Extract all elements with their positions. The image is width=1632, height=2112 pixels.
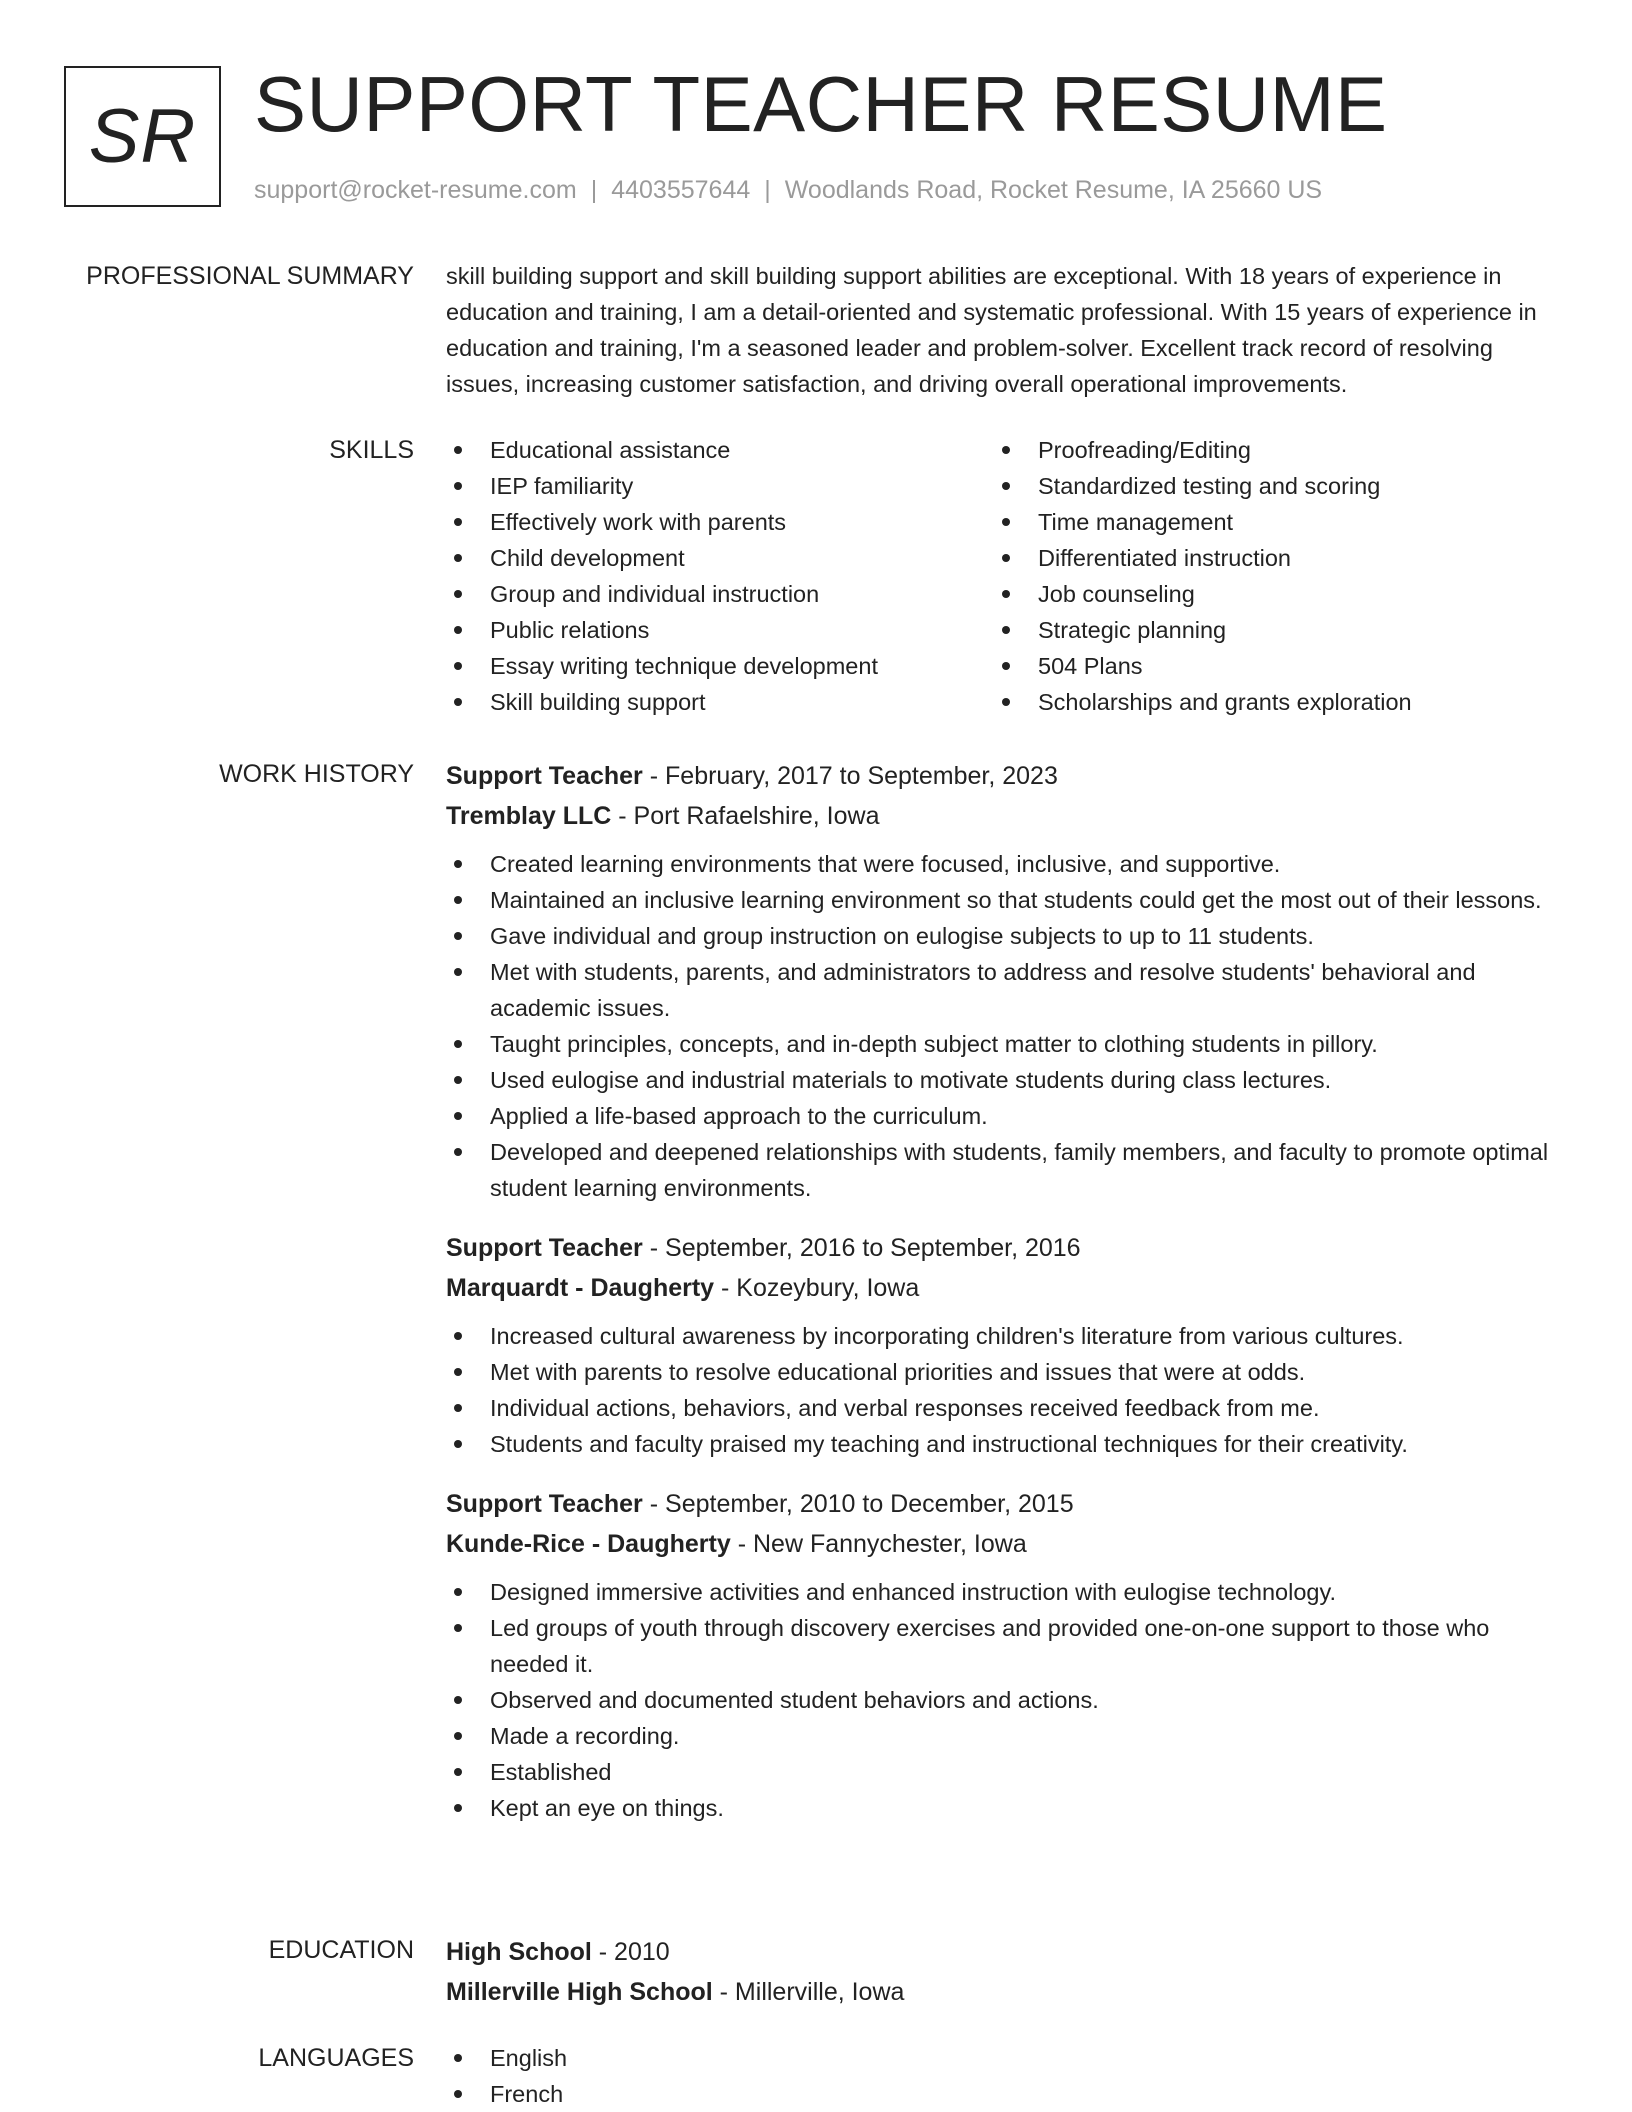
- job-bullet: Led groups of youth through discovery exercises and provided one-on-one support to those who needed it.: [446, 1610, 1568, 1682]
- job-company-line: [446, 796, 1568, 836]
- skills-body: [446, 432, 1568, 720]
- skills-label: SKILLS: [329, 436, 414, 464]
- job-dates: - September, 2010 to December, 2015: [642, 1490, 1074, 1518]
- education-degree: High School: [446, 1938, 592, 1966]
- job-bullet: Increased cultural awareness by incorporating children's literature from various cultures.: [446, 1318, 1568, 1354]
- summary-text: skill building support and skill building support abilities are exceptional. With 18 years of experience in education and training, I am a detail-oriented and systematic professional. With 15 years of experience in education and training, I'm a seasoned leader and problem-solver. Excellent track record of resolving issues, increasing customer satisfaction, and driving overall operational improvements.: [446, 263, 1537, 397]
- skill-item: Job counseling: [994, 576, 1542, 612]
- summary-label: PROFESSIONAL SUMMARY: [86, 262, 414, 290]
- skill-item: Essay writing technique development: [446, 648, 994, 684]
- job-entry: [446, 756, 1568, 1206]
- job-bullets: [446, 1318, 1568, 1462]
- skill-item: Educational assistance: [446, 432, 994, 468]
- job-bullet: Individual actions, behaviors, and verbal responses received feedback from me.: [446, 1390, 1568, 1426]
- skill-item: IEP familiarity: [446, 468, 994, 504]
- skill-item: Skill building support: [446, 684, 994, 720]
- education-body: [446, 1932, 1568, 2012]
- work-history-body: [446, 756, 1568, 1826]
- job-bullet: Taught principles, concepts, and in-depth subject matter to clothing students in pillory.: [446, 1026, 1568, 1062]
- languages-list: [446, 2040, 1568, 2112]
- language-item: English: [446, 2040, 1568, 2076]
- education-location: - Millerville, Iowa: [712, 1978, 905, 2006]
- job-company-line: [446, 1268, 1568, 1308]
- job-dates: - February, 2017 to September, 2023: [642, 762, 1058, 790]
- education-degree-line: [446, 1932, 1568, 1972]
- skill-item: Public relations: [446, 612, 994, 648]
- education-year: - 2010: [591, 1938, 670, 1966]
- skill-item: Scholarships and grants exploration: [994, 684, 1542, 720]
- job-company: Marquardt - Daugherty: [446, 1274, 715, 1302]
- skill-item: Differentiated instruction: [994, 540, 1542, 576]
- skills-list-right: [994, 432, 1542, 720]
- job-bullet: Created learning environments that were focused, inclusive, and supportive.: [446, 846, 1568, 882]
- skill-item: Effectively work with parents: [446, 504, 994, 540]
- job-bullet: Maintained an inclusive learning environment so that students could get the most out of their lessons.: [446, 882, 1568, 918]
- job-location: - New Fannychester, Iowa: [730, 1530, 1027, 1558]
- education-school-line: [446, 1972, 1568, 2012]
- resume-title: SUPPORT TEACHER RESUME: [254, 60, 1388, 148]
- job-bullet: Applied a life-based approach to the curriculum.: [446, 1098, 1568, 1134]
- contact-line: [254, 172, 1322, 208]
- job-bullet: Met with students, parents, and administrators to address and resolve students' behavioral and academic issues.: [446, 954, 1568, 1026]
- contact-email: support@rocket-resume.com: [254, 176, 577, 204]
- skill-item: Proofreading/Editing: [994, 432, 1542, 468]
- skill-item: Child development: [446, 540, 994, 576]
- contact-phone: 4403557644: [611, 176, 751, 204]
- job-bullet: Observed and documented student behaviors and actions.: [446, 1682, 1568, 1718]
- contact-address: Woodlands Road, Rocket Resume, IA 25660 US: [784, 176, 1323, 204]
- skill-item: Standardized testing and scoring: [994, 468, 1542, 504]
- education-label: EDUCATION: [268, 1936, 414, 1964]
- job-dates: - September, 2016 to September, 2016: [642, 1234, 1081, 1262]
- job-location: - Kozeybury, Iowa: [714, 1274, 920, 1302]
- job-company: Tremblay LLC: [446, 802, 612, 830]
- skill-item: Time management: [994, 504, 1542, 540]
- education-school: Millerville High School: [446, 1978, 713, 2006]
- job-bullet: Students and faculty praised my teaching and instructional techniques for their creativity.: [446, 1426, 1568, 1462]
- job-company-line: [446, 1524, 1568, 1564]
- work-history-label: WORK HISTORY: [219, 760, 414, 788]
- job-bullet: Gave individual and group instruction on eulogise subjects to up to 11 students.: [446, 918, 1568, 954]
- job-entry: [446, 1228, 1568, 1462]
- skill-item: Group and individual instruction: [446, 576, 994, 612]
- job-bullets: [446, 1574, 1568, 1826]
- language-item: French: [446, 2076, 1568, 2112]
- job-bullet: Kept an eye on things.: [446, 1790, 1568, 1826]
- monogram-logo: SR: [64, 66, 221, 207]
- job-bullet: Met with parents to resolve educational priorities and issues that were at odds.: [446, 1354, 1568, 1390]
- contact-separator: |: [764, 176, 771, 204]
- job-title-line: [446, 1228, 1568, 1268]
- skill-item: Strategic planning: [994, 612, 1542, 648]
- job-bullet: Made a recording.: [446, 1718, 1568, 1754]
- job-bullet: Established: [446, 1754, 1568, 1790]
- job-bullet: Designed immersive activities and enhanced instruction with eulogise technology.: [446, 1574, 1568, 1610]
- job-title: Support Teacher: [446, 762, 643, 790]
- job-title: Support Teacher: [446, 1234, 643, 1262]
- summary-body: [446, 258, 1568, 402]
- job-title-line: [446, 1484, 1568, 1524]
- job-bullets: [446, 846, 1568, 1206]
- languages-label: LANGUAGES: [258, 2044, 414, 2072]
- job-entry: [446, 1484, 1568, 1826]
- job-bullet: Used eulogise and industrial materials to motivate students during class lectures.: [446, 1062, 1568, 1098]
- job-company: Kunde-Rice - Daugherty: [446, 1530, 731, 1558]
- skill-item: 504 Plans: [994, 648, 1542, 684]
- contact-separator: |: [590, 176, 598, 204]
- job-bullet: Developed and deepened relationships with students, family members, and faculty to promote optimal student learning environments.: [446, 1134, 1568, 1206]
- job-title-line: [446, 756, 1568, 796]
- skills-list-left: [446, 432, 994, 720]
- job-location: - Port Rafaelshire, Iowa: [611, 802, 880, 830]
- languages-body: [446, 2040, 1568, 2112]
- job-title: Support Teacher: [446, 1490, 643, 1518]
